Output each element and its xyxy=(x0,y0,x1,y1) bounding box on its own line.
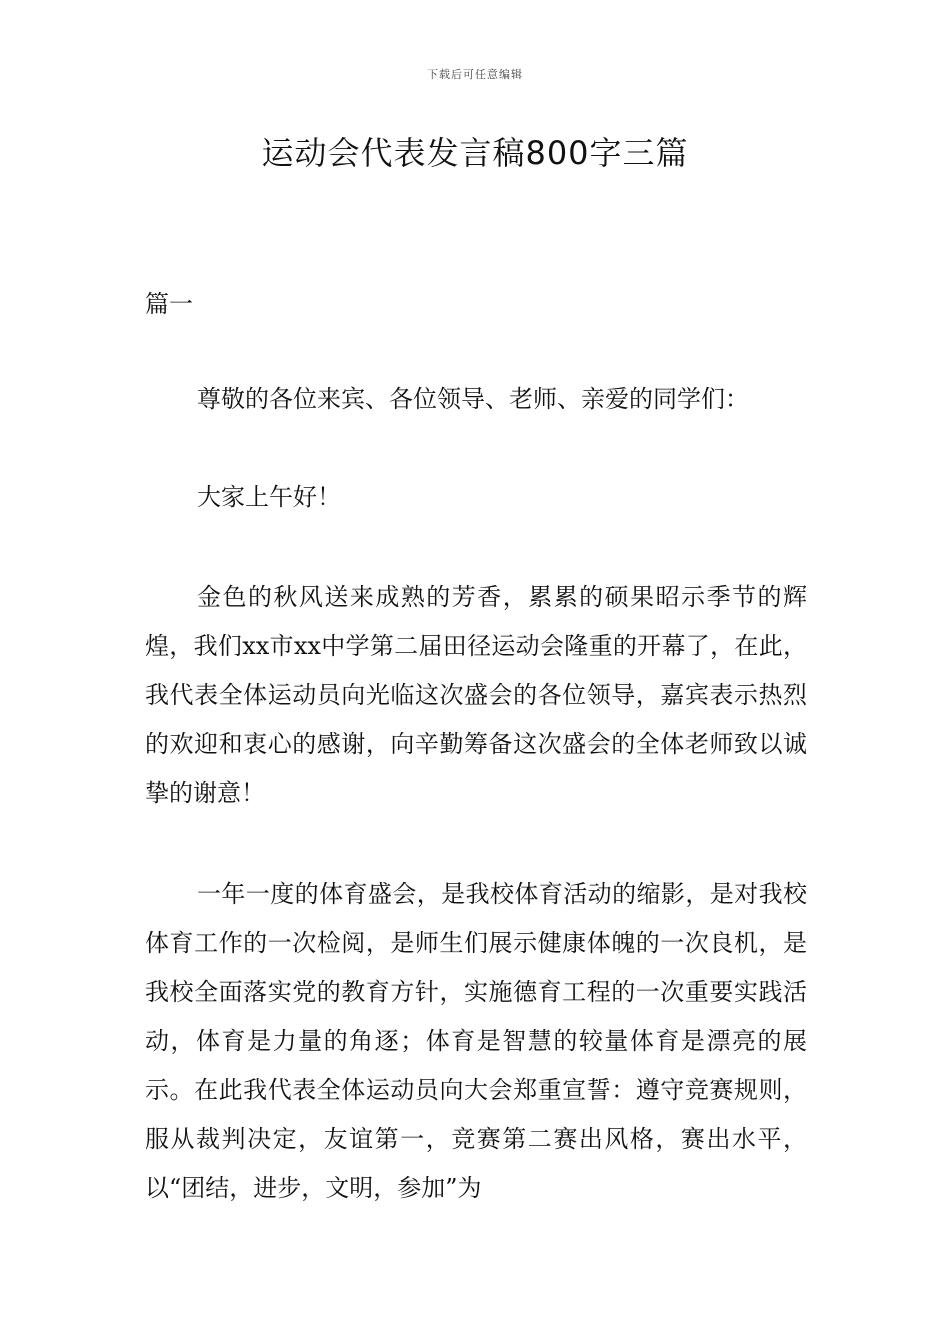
hello-paragraph: 大家上午好！ xyxy=(197,483,341,511)
section-label: 篇一 xyxy=(145,290,193,318)
header-note: 下载后可任意编辑 xyxy=(427,68,523,81)
body-paragraph-2: 一年一度的体育盛会，是我校体育活动的缩影，是对我校体育工作的一次检阅，是师生们展示健康体魄的一次良机，是我校全面落实党的教育方针，实施德育工程的一次重要实践活动，体育是力量的角逐；体育是智慧的较量体育是漂亮的展示。在此我代表全体运动员向大会郑重宣誓：遵守竞赛规则，服从裁判决定，友谊第一，竞赛第二赛出风格，赛出水平，以“团结，进步，文明，参加”为 xyxy=(145,880,807,1202)
greeting-paragraph: 尊敬的各位来宾、各位领导、老师、亲爱的同学们： xyxy=(197,385,749,413)
body-paragraph-1: 金色的秋风送来成熟的芳香，累累的硕果昭示季节的辉煌，我们xx市xx中学第二届田径运动会隆重的开幕了，在此，我代表全体运动员向光临这次盛会的各位领导，嘉宾表示热烈的欢迎和衷心的感谢，向辛勤筹备这次盛会的全体老师致以诚挚的谢意！ xyxy=(145,583,807,807)
document-title: 运动会代表发言稿800字三篇 xyxy=(261,134,689,172)
